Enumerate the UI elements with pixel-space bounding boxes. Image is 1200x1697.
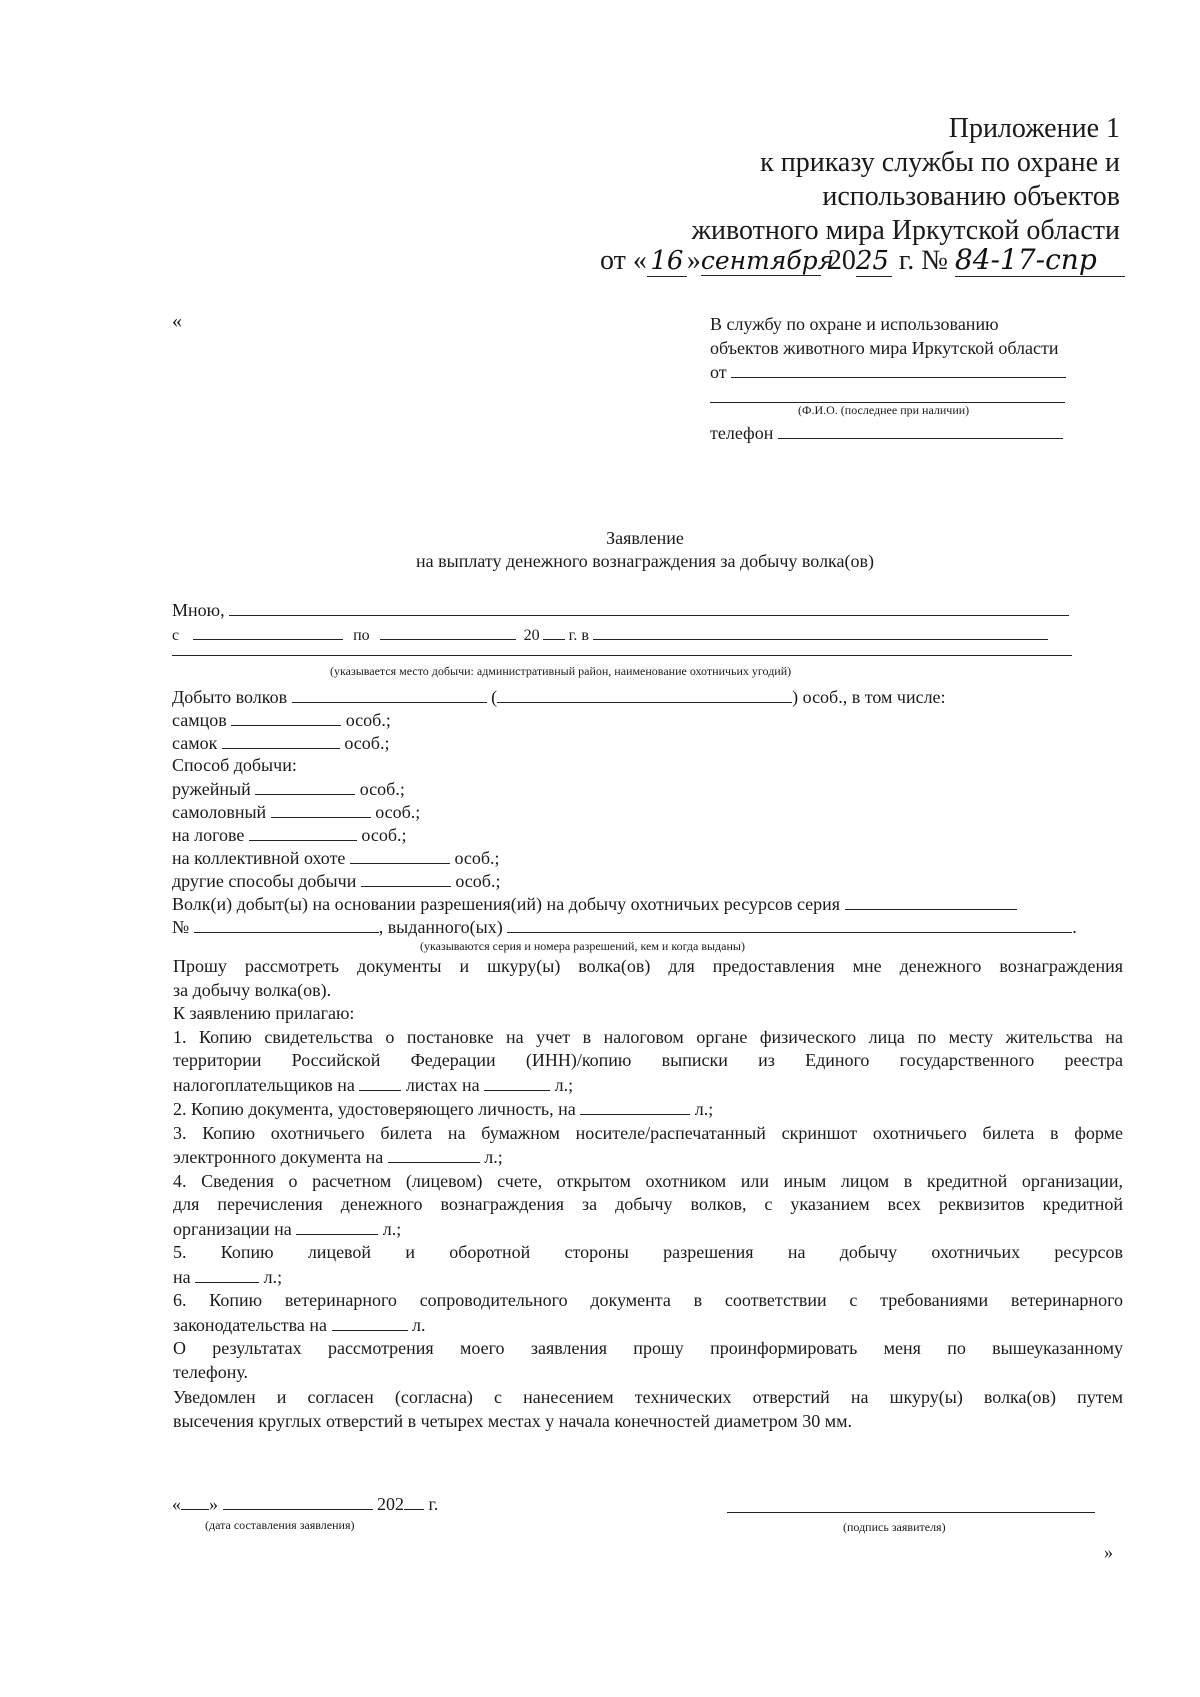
appendix-title: Приложение 1: [948, 113, 1120, 144]
item-1-sheets-label: листах на: [405, 1074, 480, 1095]
item-6-line-1: 6. Копию ветеринарного сопроводительного документа в соответствии с требованиями ветеринарного: [173, 1290, 1123, 1310]
footer-year-label: 202: [377, 1494, 404, 1514]
appendix-line-3: использованию объектов: [822, 181, 1120, 212]
date-from-field[interactable]: [193, 622, 343, 640]
footer-g-label: г.: [428, 1494, 439, 1514]
footer-quote-open: «: [172, 1494, 181, 1514]
date-caption: (дата составления заявления): [205, 1518, 355, 1532]
addressee-line-2: объектов животного мира Иркутской области: [710, 338, 1059, 358]
trap-label: самоловный: [172, 802, 267, 822]
permit-caption: (указываются серия и номера разрешений, кем и когда выданы): [420, 939, 745, 953]
item-3-field[interactable]: [388, 1145, 480, 1163]
signature-caption: (подпись заявителя): [843, 1520, 946, 1534]
males-line: [172, 708, 391, 731]
item-5-line-1: 5. Копию лицевой и оборотной стороны разрешения на добычу охотничьих ресурсов: [173, 1242, 1123, 1262]
trap-field[interactable]: [271, 800, 371, 818]
item-6-field[interactable]: [332, 1313, 408, 1331]
collective-field[interactable]: [350, 846, 450, 864]
mnoyu-label: Мною,: [172, 600, 225, 620]
wolves-taken-line: [172, 685, 946, 708]
signature-field[interactable]: [727, 1512, 1095, 1513]
s-label: с: [172, 627, 180, 644]
item-1-label: налогоплательщиков на: [173, 1074, 355, 1095]
application-title: [0, 527, 1200, 573]
item-4-line-1: 4. Сведения о расчетном (лицевом) счете, открытом охотником или иным лицом в кредитной организации,: [173, 1170, 1123, 1191]
paren-open: (: [491, 687, 498, 707]
wolves-taken-label: Добыто волков: [172, 687, 288, 707]
item-4-line-2: для перечисления денежного вознаграждения за добычу волков, с указанием всех реквизитов кредитной: [173, 1194, 1123, 1214]
footer-month-field[interactable]: [223, 1492, 373, 1510]
den-label: на логове: [172, 825, 245, 845]
collective-label: на коллективной охоте: [172, 848, 346, 868]
item-3-line-1: 3. Копию охотничьего билета на бумажном носителе/распечатанный скриншот охотничьего билета в форме: [173, 1122, 1123, 1143]
place-caption: (указывается место добычи: административный район, наименование охотничьих угодий): [330, 664, 792, 678]
item-5-field[interactable]: [195, 1265, 259, 1283]
year-field[interactable]: [543, 622, 565, 640]
item-1-line-2: территории Российской Федерации (ИНН)/копию выписки из Единого государственного реестра: [173, 1050, 1123, 1070]
method-heading: Способ добычи:: [172, 755, 297, 775]
item-1-line-1: 1. Копию свидетельства о постановке на учет в налоговом органе физического лица по месту жительства на: [173, 1026, 1123, 1047]
footer-day-field[interactable]: [181, 1492, 209, 1510]
appendix-line-4: животного мира Иркутской области: [691, 215, 1120, 246]
order-date-line: [600, 243, 1125, 277]
number-sign: №: [172, 917, 190, 937]
permit-label: Волк(и) добыт(ы) на основании разрешения(ий) на добычу охотничьих ресурсов серия: [172, 894, 841, 914]
consent-line-1: Уведомлен и согласен (согласна) с нанесением технических отверстий на шкуру(ы) волка(ов) путем: [173, 1387, 1123, 1407]
request-line-1: Прошу рассмотреть документы и шкуру(ы) волка(ов) для предоставления мне денежного вознаграждения: [173, 956, 1123, 976]
appendix-line-2: к приказу службы по охране и: [760, 147, 1120, 178]
mnoyu-line: [172, 598, 1069, 621]
title-line-2: на выплату денежного вознаграждения за добычу волка(ов): [416, 551, 874, 571]
males-unit: особ.;: [345, 710, 391, 730]
attachments-heading: К заявлению прилагаю:: [173, 1003, 355, 1023]
footer-year-field[interactable]: [404, 1492, 424, 1510]
other-methods-field[interactable]: [361, 869, 451, 887]
including-label: ) особ., в том числе:: [792, 687, 946, 707]
date-quote-close: »: [686, 245, 701, 276]
handwritten-year: 25: [856, 246, 892, 277]
other-methods-label: другие способы добычи: [172, 871, 357, 891]
trap-unit: особ.;: [375, 802, 421, 822]
item-6-label: законодательства на: [173, 1314, 328, 1335]
item-1-line-3: [173, 1073, 1123, 1098]
item-3-unit: л.;: [484, 1147, 503, 1167]
permit-number-field[interactable]: [194, 915, 379, 933]
item-6-unit: л.: [412, 1314, 426, 1335]
mnoyu-field[interactable]: [229, 598, 1069, 616]
other-methods-line: [172, 869, 500, 892]
year-prefix: 20: [827, 245, 856, 276]
from-line: [710, 360, 1066, 384]
item-2-label: 2. Копию документа, удостоверяющего личность, на: [173, 1099, 576, 1119]
phone-field[interactable]: [778, 421, 1063, 439]
item-1-sheets-field[interactable]: [359, 1073, 401, 1091]
handwritten-month: сентября: [700, 246, 835, 275]
fio-caption: (Ф.И.О. (последнее при наличии): [798, 403, 970, 417]
addressee-block: [710, 312, 1066, 445]
order-number-label: г. №: [898, 245, 948, 276]
period-line: [172, 622, 1048, 647]
wolves-count-words-field[interactable]: [497, 685, 792, 703]
females-label: самок: [172, 733, 218, 753]
item-5-line-2: [173, 1265, 1123, 1290]
males-label: самцов: [172, 710, 227, 730]
place-continuation-line[interactable]: [172, 655, 1072, 656]
item-4-unit: л.;: [382, 1218, 402, 1239]
from-field[interactable]: [731, 360, 1066, 378]
item-6-line-2: [173, 1313, 1123, 1338]
title-line-1: Заявление: [606, 528, 684, 548]
den-unit: особ.;: [361, 825, 407, 845]
item-2-unit: л.;: [694, 1099, 714, 1119]
close-quote-mark: »: [1104, 1542, 1113, 1562]
collective-line: [172, 846, 500, 869]
rifle-unit: особ.;: [359, 779, 405, 799]
handwritten-order-number: 84-17-спр: [955, 243, 1125, 277]
rifle-label: ружейный: [172, 779, 251, 799]
appendix-header: [692, 112, 1120, 248]
permit-series-field[interactable]: [845, 892, 1017, 910]
g-v-label: г. в: [568, 627, 589, 644]
males-field[interactable]: [231, 708, 341, 726]
item-2-line: [173, 1097, 1123, 1122]
place-field[interactable]: [593, 622, 1048, 640]
other-methods-unit: особ.;: [455, 871, 501, 891]
trap-line: [172, 800, 420, 823]
collective-unit: особ.;: [454, 848, 500, 868]
females-field[interactable]: [222, 731, 340, 749]
item-3-line-2: [173, 1145, 1123, 1170]
addressee-line-1: В службу по охране и использованию: [710, 314, 999, 334]
item-1-unit: л.;: [554, 1074, 574, 1095]
permit-line: [172, 892, 1017, 915]
handwritten-day: 16: [647, 246, 687, 277]
year-20-label: 20: [523, 627, 540, 644]
wolves-count-field[interactable]: [292, 685, 487, 703]
issued-by-field[interactable]: [507, 915, 1072, 933]
females-line: [172, 731, 389, 754]
fio-line[interactable]: [710, 392, 1065, 403]
item-2-field[interactable]: [580, 1097, 690, 1115]
item-4-line-3: [173, 1217, 1123, 1242]
open-quote-mark: «: [172, 310, 182, 332]
date-prefix: от «: [600, 245, 647, 276]
issued-label: , выданного(ых): [378, 917, 503, 937]
rifle-line: [172, 777, 405, 800]
den-line: [172, 823, 407, 846]
footer-quote-close: »: [209, 1494, 218, 1514]
item-5-label: на: [173, 1266, 191, 1287]
item-5-unit: л.;: [263, 1266, 283, 1287]
rifle-field[interactable]: [255, 777, 355, 795]
den-field[interactable]: [249, 823, 357, 841]
item-3-label: электронного документа на: [173, 1147, 384, 1167]
date-signature-row: [172, 1492, 438, 1515]
phone-label: телефон: [710, 423, 774, 443]
request-line-2: за добычу волка(ов).: [173, 979, 332, 1000]
consent-line-2: высечения круглых отверстий в четырех местах у начала конечностей диаметром 30 мм.: [173, 1410, 853, 1431]
phone-line: [710, 421, 1066, 445]
date-to-field[interactable]: [380, 622, 516, 640]
permit-line-dot: .: [1072, 917, 1077, 937]
females-unit: особ.;: [344, 733, 390, 753]
item-1-pages-field[interactable]: [484, 1073, 550, 1091]
item-4-field[interactable]: [296, 1217, 378, 1235]
from-label: от: [710, 362, 727, 382]
permit-number-line: [172, 915, 1077, 938]
request-paragraph: [173, 955, 1123, 1433]
item-4-label: организации на: [173, 1218, 292, 1239]
result-line-2: телефону.: [173, 1361, 249, 1382]
po-label: по: [353, 627, 370, 644]
result-line-1: О результатах рассмотрения моего заявления прошу проинформировать меня по вышеуказанному: [173, 1338, 1123, 1358]
